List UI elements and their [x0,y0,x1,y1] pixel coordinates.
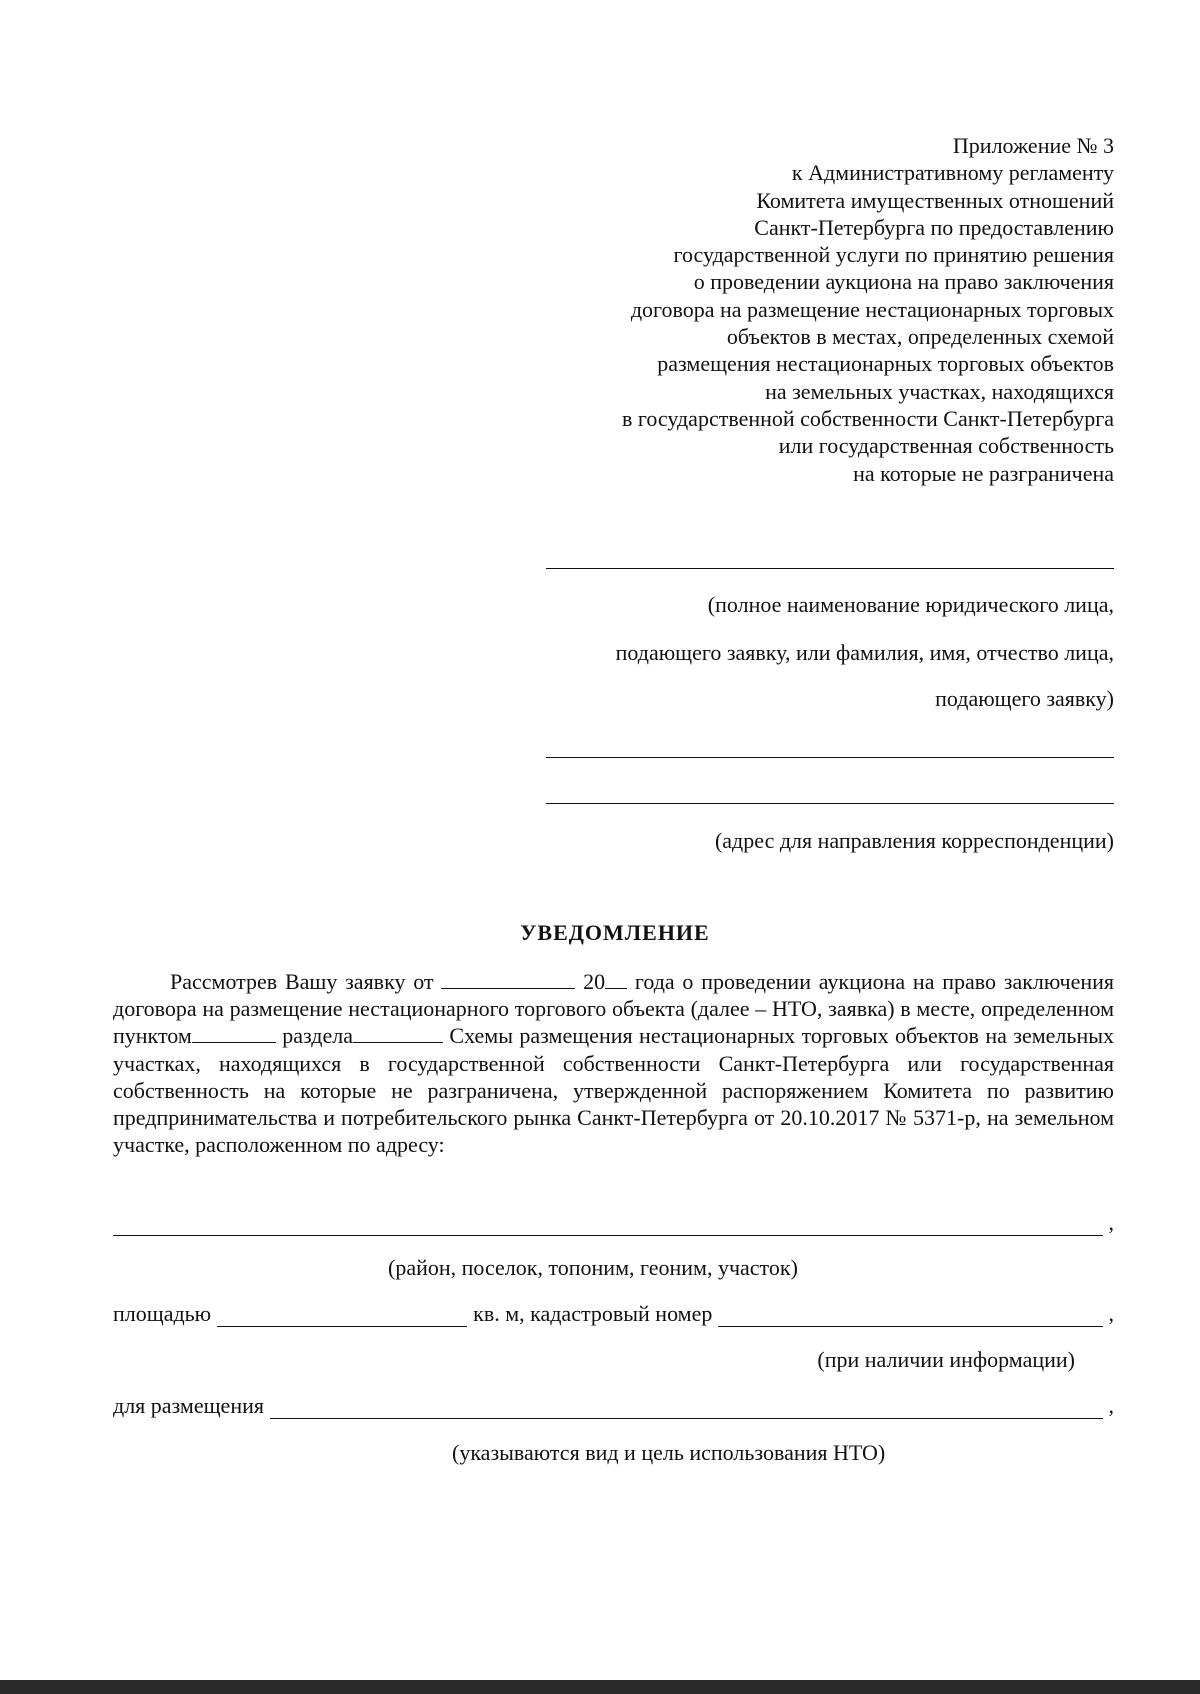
body-text: раздела [275,1023,353,1049]
recipient-name-caption: (полное наименование юридического лица, [707,592,1114,617]
appendix-line: Комитета имущественных отношений [756,187,1114,213]
appendix-line: на земельных участках, находящихся [765,378,1114,404]
appendix-line: Приложение № 3 [952,133,1114,158]
appendix-line: размещения нестационарных торговых объектов [657,351,1114,377]
scan-bottom-edge [0,1680,1200,1694]
recipient-name-caption: подающего заявку) [935,686,1114,711]
location-blank [113,1215,1103,1236]
appendix-line: в государственной собственности Санкт-Петербурга [621,405,1114,431]
appendix-line: на которые не разграничена [853,460,1114,486]
notice-body [113,968,1114,1158]
cadastral-caption: (при наличии информации) [817,1347,1075,1372]
appendix-line: договора на размещение нестационарных торговых [630,296,1114,322]
recipient-name-caption: подающего заявку, или фамилия, имя, отчество лица, [615,640,1114,665]
appendix-header [514,132,1114,487]
purpose-label: для размещения [113,1393,264,1418]
appendix-line: к Административному регламенту [791,160,1114,186]
appendix-line: о проведении аукциона на право заключения [693,269,1114,295]
recipient-address-line [546,757,1114,758]
area-blank [217,1306,467,1327]
location-end: , [1108,1210,1114,1235]
body-text: Рассмотрев Вашу заявку от [170,969,442,994]
area-row [113,1301,1114,1327]
appendix-line: или государственная собственность [778,433,1114,459]
appendix-line: государственной услуги по принятию решения [673,242,1114,268]
recipient-address-line [546,803,1114,804]
location-caption: (район, поселок, топоним, геоним, участок) [388,1255,798,1280]
section-number-blank [353,1024,443,1043]
purpose-row [113,1393,1114,1419]
cadastral-number-blank [718,1306,1102,1327]
appendix-line: Санкт-Петербурга по предоставлению [754,214,1114,240]
area-label: площадью [113,1301,212,1326]
area-row-end: , [1108,1301,1114,1326]
year-blank [605,970,627,989]
recipient-name-line [546,568,1114,569]
application-date-blank [441,970,575,989]
purpose-blank [270,1398,1103,1419]
purpose-caption: (указываются вид и цель использования НТО) [452,1440,886,1465]
location-row [113,1210,1114,1236]
body-text: Схемы размещения нестационарных торговых объектов на земельных участках, находящихся в государственной собственности Санкт-Петербурга или государственная собственность на которые не разграничена, утвержденной распоряжением Комитета по развитию предпринимательства и потребительского рынка Санкт-Петербурга от 20.10.2017 № 5371-р, на земельном участке, расположенном по адресу: [113,1023,1114,1158]
recipient-address-caption: (адрес для направления корреспонденции) [714,828,1114,853]
appendix-line: объектов в местах, определенных схемой [726,324,1114,350]
body-text: 20 [575,969,606,994]
notice-title: УВЕДОМЛЕНИЕ [520,920,710,945]
purpose-row-end: , [1108,1393,1114,1418]
item-number-blank [192,1024,276,1043]
cadastral-label: кв. м, кадастровый номер [473,1301,713,1326]
body-text: года о проведении аукциона на право заключения договора на размещение нестационарного торгового объекта (далее – НТО, заявка) в месте, определенном пунктом [113,969,1114,1049]
